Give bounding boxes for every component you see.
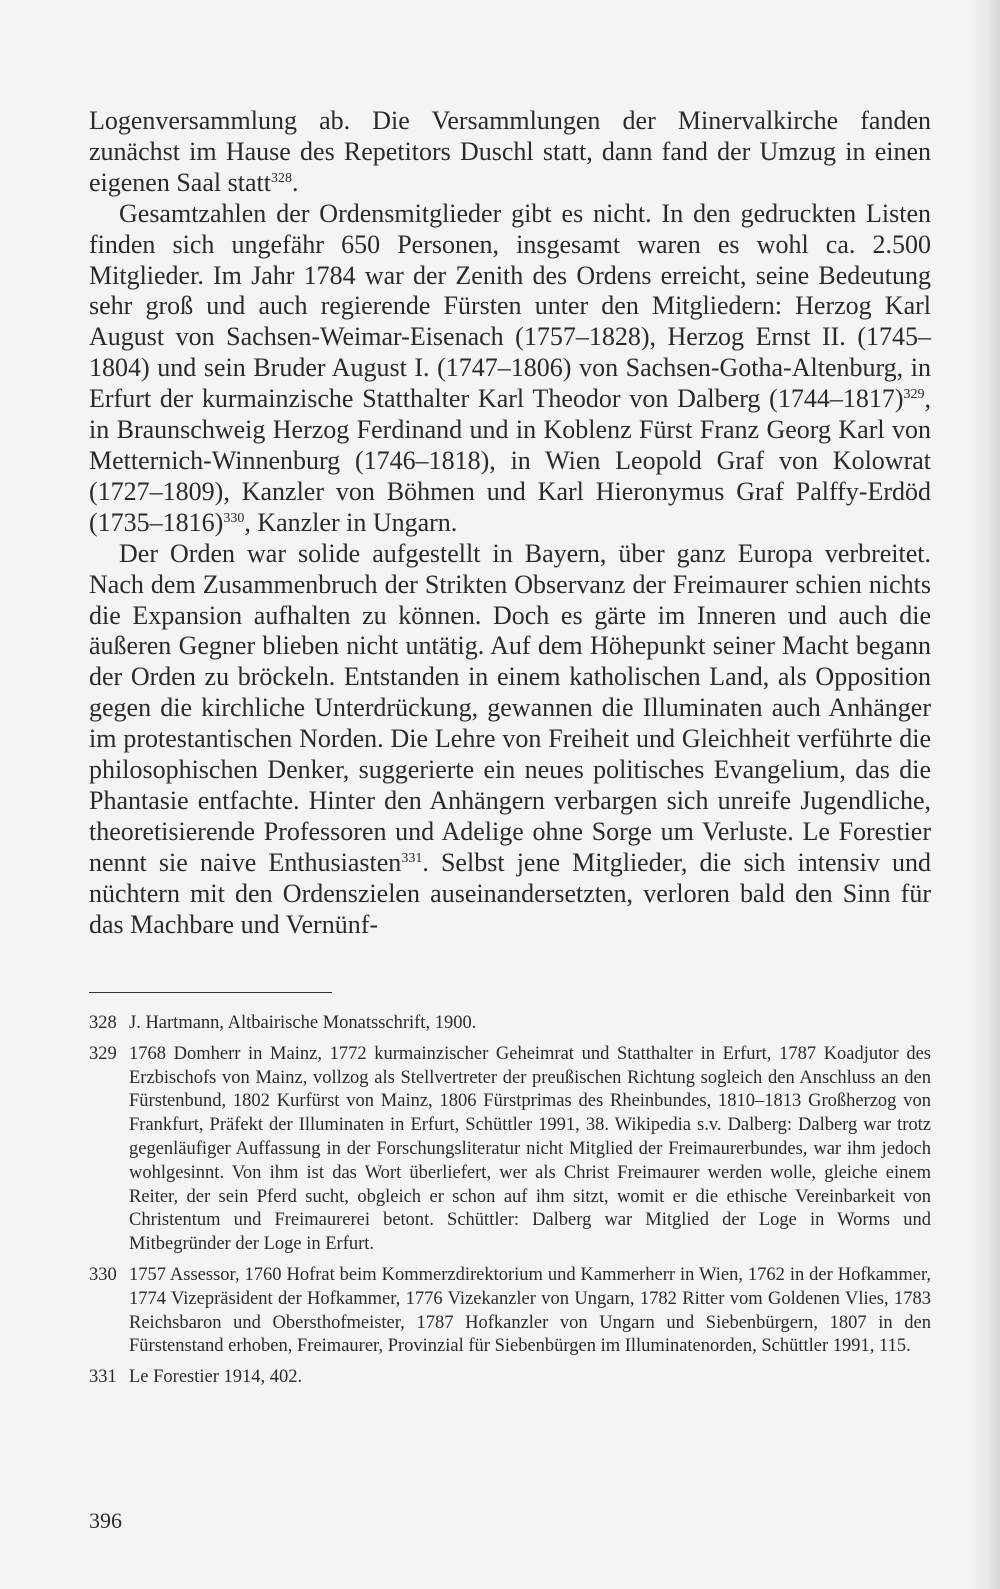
text-run: Logenversammlung ab. Die Versammlungen der Minervalkirche fanden zunächst im Hause des Repetitors Duschl statt, dann fand der Umzug in einen eigenen Saal statt bbox=[89, 106, 931, 197]
footnote-number: 329 bbox=[89, 1043, 117, 1064]
main-text-body bbox=[89, 106, 931, 940]
footnote-ref[interactable]: 330 bbox=[223, 510, 245, 526]
footnote-ref[interactable]: 329 bbox=[903, 387, 925, 403]
text-run: Gesamtzahlen der Ordensmitglieder gibt es nicht. In den gedruckten Listen finden sich ungefähr 650 Personen, insgesamt waren es wohl ca. 2.500 Mitglieder. Im Jahr 1784 war der Zenith des Ordens erreicht, seine Bedeutung sehr groß und auch regierende Fürsten unter den Mitgliedern: Herzog Karl August von Sachsen-Weimar-Eisenach (1757–1828), Herzog Ernst II. (1745–1804) und sein Bruder August I. (1747–1806) von Sachsen-Gotha-Altenburg, in Erfurt der kurmainzische Statthalter Karl Theodor von Dalberg (1744–1817) bbox=[89, 198, 931, 414]
footnote-number: 330 bbox=[89, 1264, 117, 1285]
text-run: , in Braunschweig Herzog Ferdinand und in Koblenz Fürst Franz Georg Karl von Metternich-Winnenburg (1746–1818), in Wien Leopold Graf von Kolowrat (1727–1809), Kanzler von Böhmen und Karl Hieronymus Graf Palffy-Erdöd (1735–1816) bbox=[89, 384, 931, 537]
footnote-separator bbox=[89, 992, 332, 993]
footnote-329 bbox=[89, 1043, 931, 1257]
paragraph-2 bbox=[89, 199, 931, 539]
footnote-ref[interactable]: 328 bbox=[270, 170, 292, 186]
footnote-text: Le Forestier 1914, 402. bbox=[129, 1367, 303, 1388]
footnote-330 bbox=[89, 1264, 931, 1359]
page-gutter-shadow bbox=[970, 0, 1000, 1589]
text-run: Der Orden war solide aufgestellt in Bayern, über ganz Europa verbreitet. Nach dem Zusammenbruch der Strikten Observanz der Freimaurer schien nichts die Expansion aufhalten zu können. Doch es gärte im Inneren und auch die äußeren Gegner blieben nicht untätig. Auf dem Höhepunkt seiner Macht begann der Orden zu bröckeln. Entstanden in einem katholischen Land, als Opposition gegen die kirchliche Unterdrückung, gewannen die Illuminaten auch Anhänger im protestantischen Norden. Die Lehre von Freiheit und Gleichheit verführte die philosophischen Denker, suggerierte ein neues politisches Evangelium, das die Phantasie entfachte. Hinter den Anhängern verbargen sich unreife Jugendliche, theoretisierende Professoren und Adelige ohne Sorge um Verluste. Le Forestier nennt sie naive Enthusiasten bbox=[89, 538, 931, 877]
footnote-text: 1768 Domherr in Mainz, 1772 kurmainzischer Geheimrat und Statthalter in Erfurt, 1787 Koadjutor des Erzbischofs von Mainz, vollzog als Stellvertreter der preußischen Richtung sogleich den Anschluss an den Fürstenbund, 1802 Kurfürst von Mainz, 1806 Fürstprimas des Rheinbundes, 1810–1813 Großherzog von Frankfurt, Präfekt der Illuminaten in Erfurt, Schüttler 1991, 38. Wikipedia s.v. Dalberg: Dalberg war trotz gegenläufiger Auffassung in der Forschungsliteratur nicht Mitglied der Freimaurerbundes, war ihm jedoch wohlgesinnt. Von ihm ist das Wort überliefert, wer als Christ Freimaurer werden wolle, gleiche einem Reiter, der sein Pferd sucht, obgleich er schon auf ihm sitzt, womit er die ethische Vereinbarkeit von Christentum und Freimaurerei betont. Schüttler: Dalberg war Mitglied der Loge in Worms und Mitbegründer der Loge in Erfurt. bbox=[129, 1043, 931, 1255]
footnote-ref[interactable]: 331 bbox=[401, 850, 423, 866]
text-run: . Selbst jene Mitglieder, die sich intensiv und nüchtern mit den Ordenszielen auseinandersetzten, verloren bald den Sinn für das Machbare und Vernünf- bbox=[89, 847, 931, 939]
paragraph-1 bbox=[89, 106, 931, 199]
footnote-331 bbox=[89, 1366, 931, 1390]
page-number: 396 bbox=[89, 1508, 122, 1533]
paragraph-3 bbox=[89, 539, 931, 941]
text-run: . bbox=[291, 167, 299, 197]
footnote-number: 328 bbox=[89, 1013, 117, 1033]
footnotes-section bbox=[89, 1012, 931, 1397]
footnote-text: J. Hartmann, Altbairische Monatsschrift, 1900. bbox=[129, 1013, 477, 1033]
footnote-328 bbox=[89, 1012, 931, 1036]
footnote-number: 331 bbox=[89, 1367, 117, 1388]
text-run: , Kanzler in Ungarn. bbox=[244, 507, 458, 537]
footnote-text: 1757 Assessor, 1760 Hofrat beim Kommerzdirektorium und Kammerherr in Wien, 1762 in der Hofkammer, 1774 Vizepräsident der Hofkammer, 1776 Vizekanzler von Ungarn, 1782 Ritter vom Goldenen Vlies, 1783 Reichsbaron und Obersthofmeister, 1787 Hofkanzler von Ungarn und Siebenbürgern, 1807 in den Fürstenstand erhoben, Freimaurer, Provinzial für Siebenbürgen im Illuminatenorden, Schüttler 1991, 115. bbox=[129, 1264, 931, 1357]
